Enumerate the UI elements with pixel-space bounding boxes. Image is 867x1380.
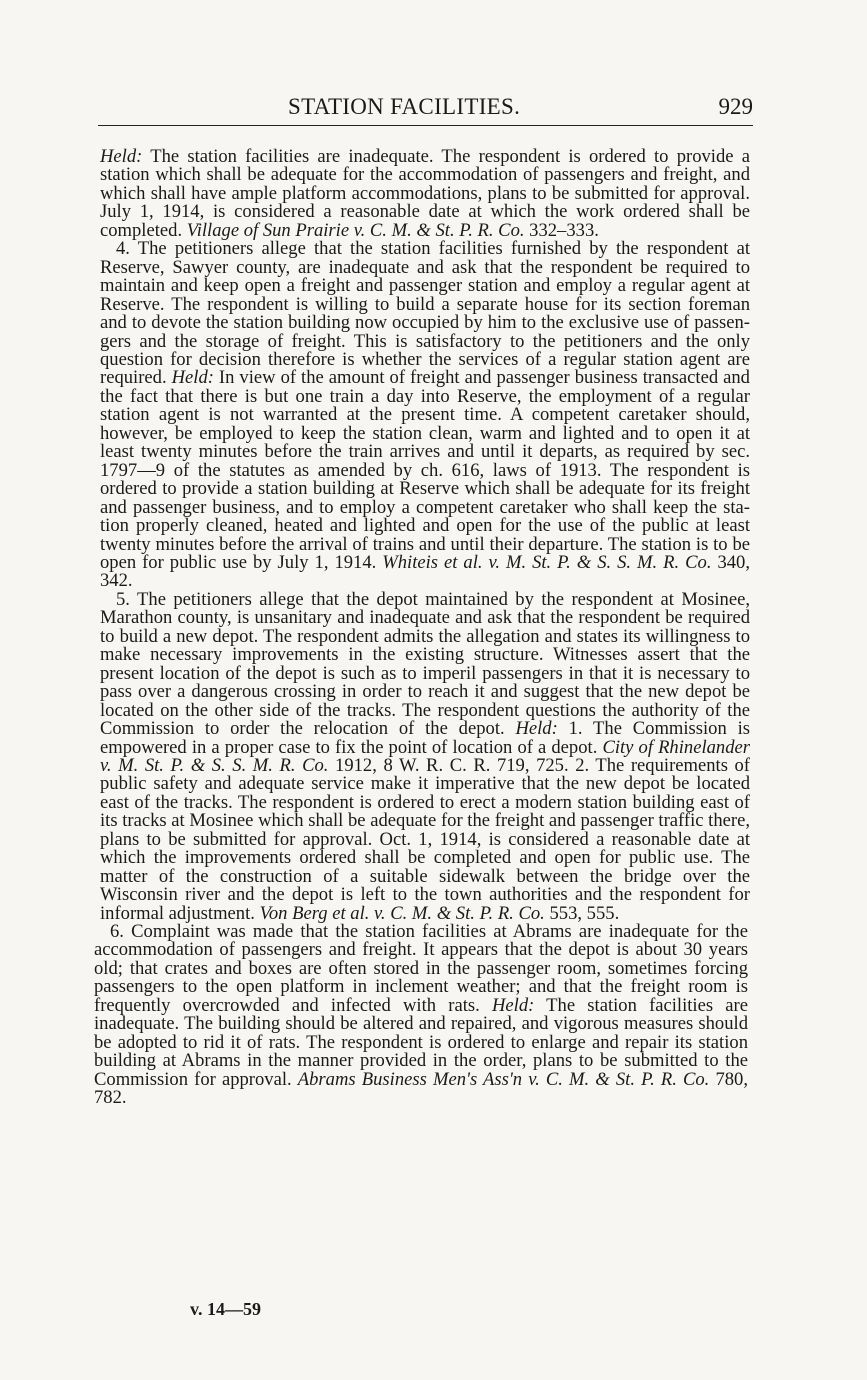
paragraph-text: 5. The petitioners allege that the depot maintained by the respondent at Mosinee, Marathon county, is unsanitary and inadequate and ask that the respondent be required to build a new depot. The respondent admits the allegation and states its willingness to make necessary improvements in the existing structure. Witnesses assert that the present location of the depot is such as to imperil passengers in that it is necessary to pass over a dangerous crossing in order to reach it and suggest that the new depot be located on the other side of the tracks. The respondent questions the authority of the Commission to order the relocation of the depot. — [100, 588, 750, 740]
running-header — [98, 92, 753, 124]
citation-pages: 553, 555. — [544, 902, 620, 924]
paragraph-text: 1912, 8 W. R. C. R. 719, 725. 2. The requirements of public safety and adequate service make it imperative that the new depot be located east of the tracks. The respondent is ordered to erect a modern station building east of its tracks at Mosinee which shall be adequate for the freight and passenger traffic there, plans to be submitted for approval. Oct. 1, 1914, is considered a reasonable date at which the improvements ordered shall be completed and open for public use. The matter of the construction of a suitable sidewalk between the bridge over the Wisconsin river and the depot is left to the town authorities and the respondent for informal adjustment. — [100, 754, 750, 924]
case-citation: Abrams Business Men's Ass'n v. C. M. & St. P. R. Co. — [297, 1068, 710, 1090]
paragraph-5 — [100, 588, 750, 924]
citation-pages: 780, 782. — [94, 1068, 749, 1109]
held-label: Held: — [491, 994, 535, 1016]
inline-citation: City of Rhinelander v. M. St. P. & S. S. M. R. Co. — [100, 736, 750, 776]
held-label: Held: — [515, 718, 558, 740]
paragraph-text: 4. The petitioners allege that the station facilities furnished by the respondent at Reserve, Sawyer county, are inadequate and ask that the respondent be required to maintain and keep open a freight and passenger station and employ a regular agent at Reserve. The respondent is willing to build a separate house for its section foreman and to devote the station building now occupied by him to the exclusive use of passengers and the storage of freight. This is satisfactory to the petitioners and the only question for decision therefore is whether the services of a regular station agent are required. — [100, 238, 750, 389]
paragraph-text: In view of the amount of freight and passenger business transacted and the fact that there is but one train a day into Reserve, the employment of a regular station agent is not warranted at the present time. A competent caretaker should, however, be employed to keep the station clean, warm and lighted and to open it at least twenty minutes before the train arrives and until it departs, as required by sec. 1797—9 of the statutes as amended by ch. 616, laws of 1913. The respondent is ordered to provide a station building at Reserve which shall be adequate for its freight and passenger business, and to employ a competent caretaker who shall keep the station properly cleaned, heated and lighted and open for the use of the public at least twenty minutes before the arrival of trains and until their departure. The station is to be open for public use by July 1, 1914. — [100, 367, 750, 573]
citation-pages: 340, 342. — [100, 551, 750, 592]
running-title: STATION FACILITIES. — [288, 94, 521, 119]
body-text — [94, 146, 750, 1109]
signature-mark: v. 14—59 — [190, 1299, 262, 1319]
held-label: Held: — [171, 367, 214, 389]
paragraph-3-conclusion — [100, 148, 750, 240]
paragraph-text: The station facilities are inadequate. The building should be altered and repaired, and vigorous measures should be adopted to rid it of rats. The respondent is ordered to enlarge and repair its station building at Abrams in the manner provided in the order, plans to be submitted to the Commission for approval. — [94, 994, 748, 1090]
page-number: 929 — [718, 94, 753, 119]
header-rule — [98, 125, 753, 126]
case-citation: Von Berg et al. v. C. M. & St. P. R. Co. — [259, 902, 545, 924]
case-citation: Whiteis et al. v. M. St. P. & S. S. M. R. Co. — [382, 551, 712, 573]
citation-pages: 332–333. — [524, 219, 599, 241]
case-citation: Village of Sun Prairie v. C. M. & St. P. R. Co. — [186, 219, 525, 241]
paragraph-text: The station facilities are inadequate. The respondent is ordered to provide a station which shall be adequate for the accommodation of passengers and freight, and which shall have ample platform accommodations, plans to be submitted for approval. July 1, 1914, is considered a reasonable date at which the work ordered shall be completed. — [100, 146, 750, 241]
paragraph-4 — [100, 240, 750, 591]
held-label: Held: — [100, 146, 143, 167]
paragraph-text: 1. The Commission is empowered in a proper case to fix the point of location of a depot. — [100, 718, 750, 758]
paragraph-6 — [94, 923, 748, 1108]
paragraph-text: 6. Complaint was made that the station facilities at Abrams are inadequate for the accommodation of passengers and freight. It appears that the depot is about 30 years old; that crates and boxes are often stored in the passenger room, sometimes forcing passengers to the open platform in inclement weather; and that the freight room is frequently overcrowded and infected with rats. — [94, 921, 748, 1016]
